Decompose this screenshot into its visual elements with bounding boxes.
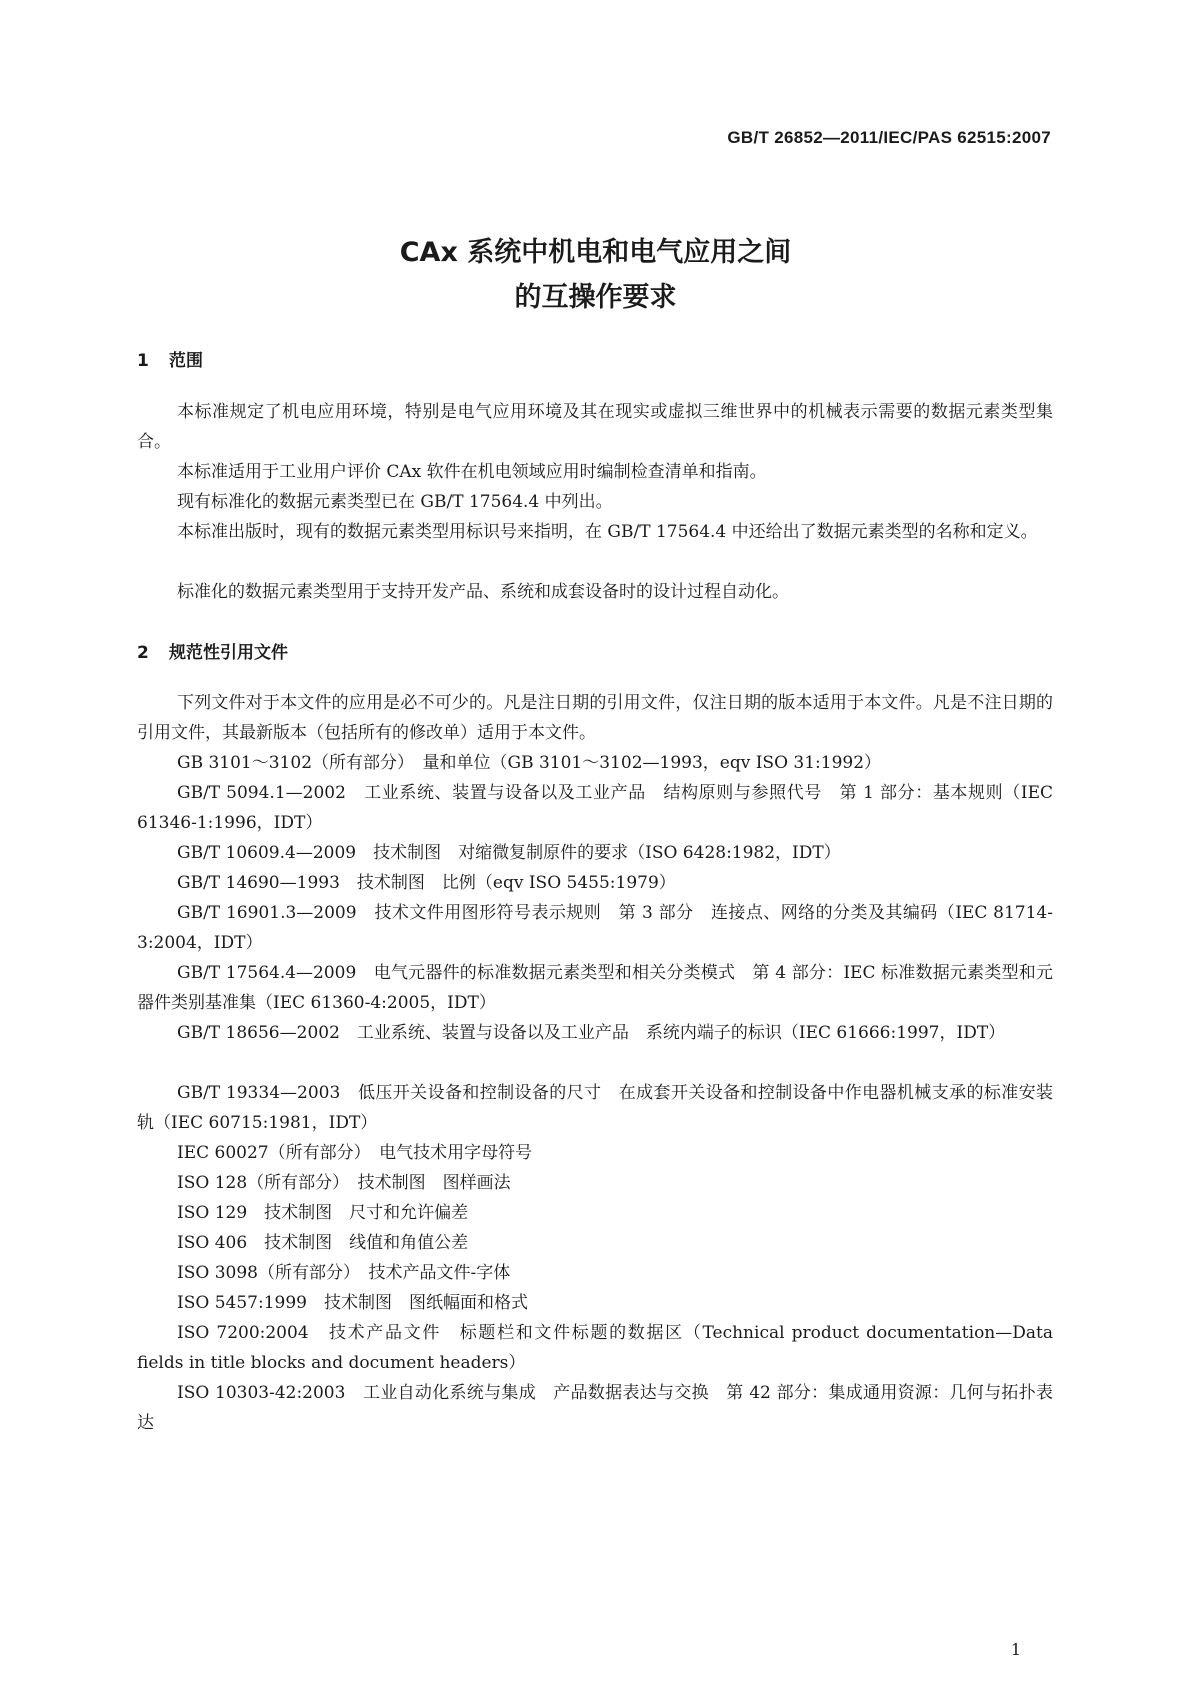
section-2-intro [137,688,1053,748]
reference-entry [137,1078,1053,1138]
reference-entry [137,778,1053,838]
section-2-heading [137,638,288,663]
section-1-paragraph-text: 本标准适用于工业用户评价 CAx 软件在机电领域应用时编制检查清单和指南。 [177,462,767,482]
reference-entry [137,1018,1053,1048]
document-title-line-1: CAx 系统中机电和电气应用之间 [399,237,792,268]
reference-text: GB/T 19334—2003 低压开关设备和控制设备的尺寸 在成套开关设备和控制设备中作电器机械支承的标准安装轨（IEC 60715:1981，IDT） [137,1083,1053,1133]
standard-identifier: GB/T 26852—2011/IEC/PAS 62515:2007 [727,128,1051,147]
reference-entry [137,1258,1053,1288]
reference-text: ISO 10303-42:2003 工业自动化系统与集成 产品数据表达与交换 第 42 部分：集成通用资源：几何与拓扑表达 [137,1383,1053,1433]
reference-text: ISO 7200:2004 技术产品文件 标题栏和文件标题的数据区（Technical product documentation—Data fields in title blocks and document headers） [137,1323,1053,1373]
section-1-paragraph [137,577,1053,607]
reference-text: ISO 128（所有部分） 技术制图 图样画法 [177,1173,511,1193]
reference-entry [137,838,1053,868]
section-2-number: 2 [137,643,149,663]
reference-text: GB/T 16901.3—2009 技术文件用图形符号表示规则 第 3 部分 连接点、网络的分类及其编码（IEC 81714-3:2004，IDT） [137,903,1053,953]
reference-entry [137,958,1053,1018]
reference-entry [137,1378,1053,1438]
reference-entry [137,868,1053,898]
reference-entry [137,748,1053,778]
section-2-intro-text: 下列文件对于本文件的应用是必不可少的。凡是注日期的引用文件，仅注日期的版本适用于本文件。凡是不注日期的引用文件，其最新版本（包括所有的修改单）适用于本文件。 [137,693,1053,743]
section-2-title: 规范性引用文件 [169,643,288,663]
reference-text: GB/T 5094.1—2002 工业系统、装置与设备以及工业产品 结构原则与参照代号 第 1 部分：基本规则（IEC 61346-1:1996，IDT） [137,783,1053,833]
section-1-paragraph-text: 本标准出版时，现有的数据元素类型用标识号来指明，在 GB/T 17564.4 中还给出了数据元素类型的名称和定义。 [177,522,1038,542]
section-1-number: 1 [137,351,149,371]
reference-text: ISO 129 技术制图 尺寸和允许偏差 [177,1203,469,1223]
page-number: 1 [1010,1640,1021,1659]
reference-entry [137,1288,1053,1318]
reference-text: ISO 3098（所有部分） 技术产品文件-字体 [177,1263,511,1283]
reference-text: GB/T 10609.4—2009 技术制图 对缩微复制原件的要求（ISO 6428:1982，IDT） [177,843,841,863]
reference-entry [137,898,1053,958]
section-1-paragraph-text: 本标准规定了机电应用环境，特别是电气应用环境及其在现实或虚拟三维世界中的机械表示需要的数据元素类型集合。 [137,402,1053,452]
reference-entry [137,1198,1053,1228]
reference-text: GB/T 17564.4—2009 电气元器件的标准数据元素类型和相关分类模式 第 4 部分：IEC 标准数据元素类型和元器件类别基准集（IEC 61360-4:2005，IDT） [137,963,1053,1013]
reference-text: GB 3101～3102（所有部分） 量和单位（GB 3101～3102—1993，eqv ISO 31:1992） [177,753,882,773]
document-title-line-2: 的互操作要求 [514,282,677,313]
reference-text: GB/T 14690—1993 技术制图 比例（eqv ISO 5455:1979） [177,873,676,893]
section-1-paragraph [137,517,1053,547]
section-1-paragraph [137,457,1053,487]
reference-text: IEC 60027（所有部分） 电气技术用字母符号 [177,1143,533,1163]
section-1-paragraph-text: 标准化的数据元素类型用于支持开发产品、系统和成套设备时的设计过程自动化。 [177,582,789,602]
section-1-paragraph [137,397,1053,457]
reference-entry [137,1138,1053,1168]
section-1-paragraph-text: 现有标准化的数据元素类型已在 GB/T 17564.4 中列出。 [177,492,613,512]
section-1-paragraph [137,487,1053,517]
reference-entry [137,1228,1053,1258]
reference-entry [137,1318,1053,1378]
reference-entry [137,1168,1053,1198]
reference-text: GB/T 18656—2002 工业系统、装置与设备以及工业产品 系统内端子的标识（IEC 61666:1997，IDT） [177,1023,1006,1043]
section-1-title: 范围 [169,351,203,371]
section-1-heading [137,346,203,371]
reference-text: ISO 406 技术制图 线值和角值公差 [177,1233,469,1253]
reference-text: ISO 5457:1999 技术制图 图纸幅面和格式 [177,1293,528,1313]
